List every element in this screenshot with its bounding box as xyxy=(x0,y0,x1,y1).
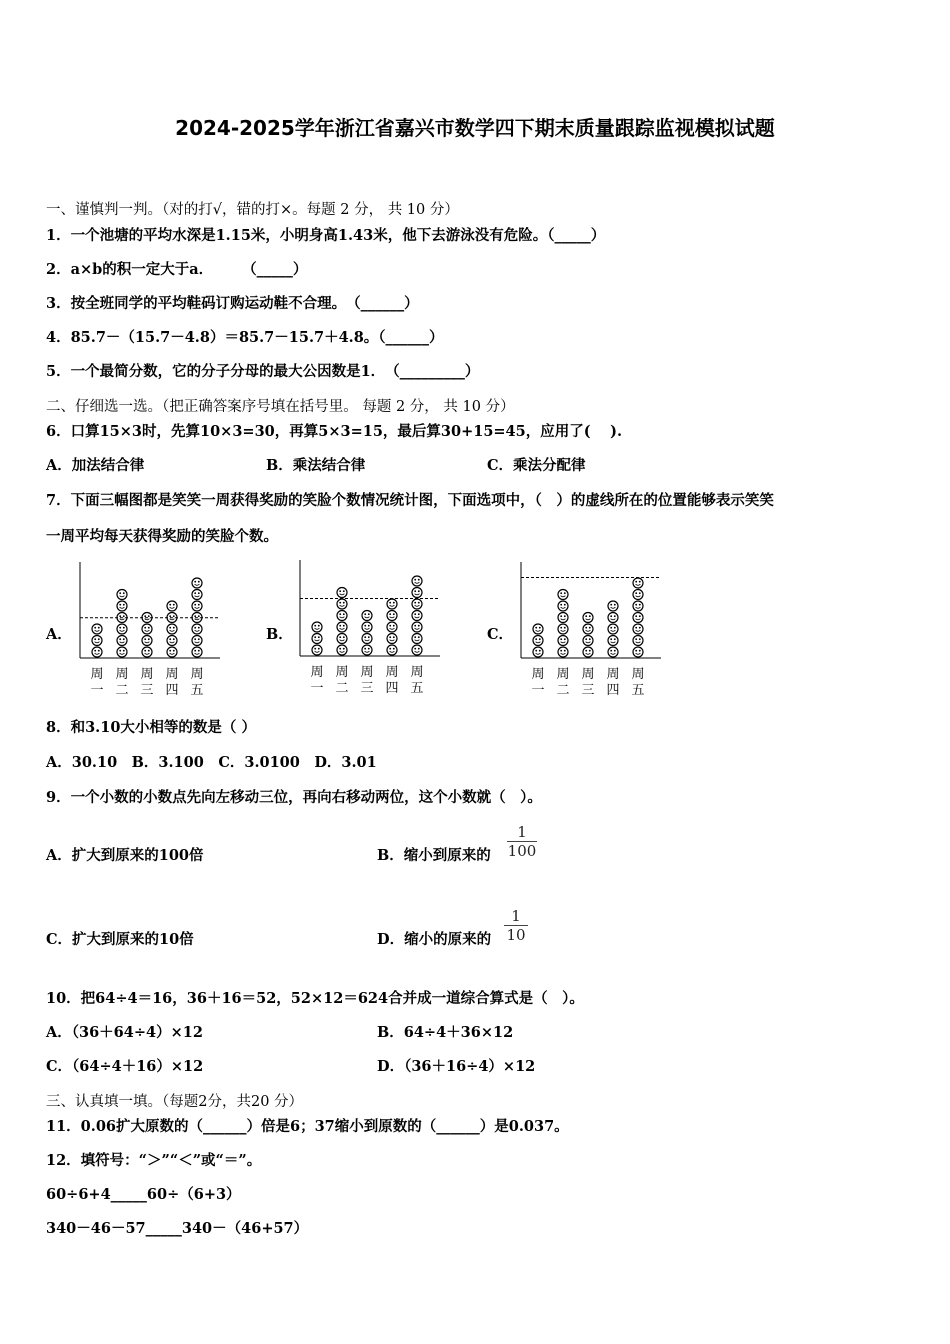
x-tick-label-top: 周 xyxy=(556,667,570,682)
smiley-icon xyxy=(608,613,618,623)
x-tick-label-bottom: 四 xyxy=(165,683,179,698)
question-6: 6．口算15×3时，先算10×3=30，再算5×3=15，最后算30+15=45，应用了( ). xyxy=(46,423,623,440)
x-tick-label-bottom: 五 xyxy=(190,683,204,698)
smiley-icon xyxy=(558,590,568,600)
fraction-numerator: 1 xyxy=(511,907,521,925)
question-10-option-b: B．64÷4＋36×12 xyxy=(377,1024,514,1041)
page-title: 2024-2025学年浙江省嘉兴市数学四下期末质量跟踪监视模拟试题 xyxy=(175,116,775,140)
x-tick-label-bottom: 三 xyxy=(360,681,374,696)
smiley-icon xyxy=(337,599,347,609)
x-tick-label-top: 周 xyxy=(631,667,645,682)
question-3: 3．按全班同学的平均鞋码订购运动鞋不合理。 （______） xyxy=(46,295,419,312)
smiley-icon xyxy=(362,622,372,632)
question-5: 5．一个最简分数，它的分子分母的最大公因数是1． （_________） xyxy=(46,363,480,380)
smiley-icon xyxy=(312,622,322,632)
smiley-icon xyxy=(633,578,643,588)
smiley-icon xyxy=(412,588,422,598)
smiley-icon xyxy=(583,624,593,634)
smiley-icon xyxy=(608,647,618,657)
smiley-icon xyxy=(583,636,593,646)
section-2-heading: 二、仔细选一选。（把正确答案序号填在括号里。 每题 2 分， 共 10 分） xyxy=(46,399,515,415)
smiley-icon xyxy=(412,634,422,644)
x-tick-label-bottom: 二 xyxy=(556,683,570,698)
smiley-icon xyxy=(337,611,347,621)
question-7-line-1: 7．下面三幅图都是笑笑一周获得奖励的笑脸个数情况统计图，下面选项中，（ ）的虚线所在的位置能够表示笑笑 xyxy=(46,492,774,509)
x-tick-label-top: 周 xyxy=(115,667,129,682)
smiley-icon xyxy=(633,601,643,611)
smiley-icon xyxy=(192,590,202,600)
smiley-icon xyxy=(533,624,543,634)
smiley-icon xyxy=(412,576,422,586)
smiley-icon xyxy=(117,624,127,634)
question-12: 12．填符号：“＞”“＜”或“＝”。 xyxy=(46,1152,262,1169)
smiley-icon xyxy=(312,645,322,655)
question-8-options: A．30.10 B．3.100 C．3.0100 D．3.01 xyxy=(46,754,377,771)
section-3-heading: 三、认真填一填。（每题2分，共20 分） xyxy=(46,1094,304,1110)
x-tick-label-bottom: 二 xyxy=(115,683,129,698)
smiley-icon xyxy=(142,624,152,634)
smiley-icon xyxy=(362,634,372,644)
x-tick-label-top: 周 xyxy=(335,665,349,680)
chart-b xyxy=(295,558,445,698)
question-9-option-b: B．缩小到原来的 xyxy=(377,847,491,864)
chart-a-label: A． xyxy=(46,626,72,643)
fraction-denominator: 10 xyxy=(504,925,528,944)
x-tick-label-bottom: 一 xyxy=(90,683,104,698)
question-12-part-b: 340－46－57_____340－（46+57） xyxy=(46,1220,309,1237)
smiley-icon xyxy=(412,645,422,655)
smiley-icon xyxy=(608,636,618,646)
smiley-icon xyxy=(558,601,568,611)
chart-b-label: B． xyxy=(266,626,293,643)
smiley-icon xyxy=(412,622,422,632)
smiley-icon xyxy=(387,599,397,609)
question-7-line-2: 一周平均每天获得奖励的笑脸个数。 xyxy=(46,528,278,545)
smiley-icon xyxy=(92,636,102,646)
chart-c xyxy=(516,560,666,700)
smiley-icon xyxy=(387,611,397,621)
smiley-icon xyxy=(533,636,543,646)
x-tick-label-top: 周 xyxy=(385,665,399,680)
question-6-option-c: C．乘法分配律 xyxy=(487,457,586,474)
question-11: 11．0.06扩大原数的（______）倍是6；37缩小到原数的（______）是0.037。 xyxy=(46,1118,569,1135)
smiley-icon xyxy=(192,601,202,611)
smiley-icon xyxy=(192,624,202,634)
smiley-icon xyxy=(608,624,618,634)
smiley-icon xyxy=(117,636,127,646)
smiley-icon xyxy=(167,636,177,646)
question-10-option-a: A．（36＋64÷4）×12 xyxy=(46,1024,203,1041)
x-tick-label-top: 周 xyxy=(190,667,204,682)
chart-c-label: C． xyxy=(487,626,514,643)
smiley-icon xyxy=(583,613,593,623)
question-12-part-a: 60÷6+4_____60÷（6+3） xyxy=(46,1186,241,1203)
x-tick-label-bottom: 五 xyxy=(410,681,424,696)
smiley-icon xyxy=(558,624,568,634)
smiley-icon xyxy=(633,647,643,657)
smiley-icon xyxy=(167,624,177,634)
x-tick-label-top: 周 xyxy=(581,667,595,682)
smiley-icon xyxy=(608,601,618,611)
x-tick-label-top: 周 xyxy=(360,665,374,680)
smiley-icon xyxy=(312,634,322,644)
smiley-icon xyxy=(337,634,347,644)
smiley-icon xyxy=(633,624,643,634)
question-6-option-a: A．加法结合律 xyxy=(46,457,145,474)
smiley-icon xyxy=(337,588,347,598)
fraction-numerator: 1 xyxy=(517,823,527,841)
x-tick-label-top: 周 xyxy=(90,667,104,682)
question-4: 4．85.7－（15.7－4.8）＝85.7－15.7＋4.8。（______） xyxy=(46,329,444,346)
question-6-option-b: B．乘法结合律 xyxy=(266,457,366,474)
question-1: 1．一个池塘的平均水深是1.15米，小明身高1.43米，他下去游泳没有危险。（_____） xyxy=(46,227,606,244)
question-9-option-d-fraction xyxy=(504,907,528,944)
x-tick-label-top: 周 xyxy=(165,667,179,682)
x-tick-label-top: 周 xyxy=(410,665,424,680)
smiley-icon xyxy=(412,611,422,621)
smiley-icon xyxy=(192,578,202,588)
smiley-icon xyxy=(92,647,102,657)
question-9: 9．一个小数的小数点先向左移动三位，再向右移动两位，这个小数就（ ）。 xyxy=(46,789,542,806)
section-1-heading: 一、谨慎判一判。（对的打√，错的打×。每题 2 分， 共 10 分） xyxy=(46,202,459,218)
smiley-icon xyxy=(387,645,397,655)
x-tick-label-top: 周 xyxy=(531,667,545,682)
smiley-icon xyxy=(92,624,102,634)
smiley-icon xyxy=(142,636,152,646)
smiley-icon xyxy=(558,636,568,646)
smiley-icon xyxy=(387,634,397,644)
smiley-icon xyxy=(117,647,127,657)
x-tick-label-bottom: 二 xyxy=(335,681,349,696)
x-tick-label-bottom: 四 xyxy=(385,681,399,696)
smiley-icon xyxy=(533,647,543,657)
smiley-icon xyxy=(387,622,397,632)
smiley-icon xyxy=(558,613,568,623)
smiley-icon xyxy=(192,647,202,657)
question-10-option-c: C．（64÷4＋16）×12 xyxy=(46,1058,204,1075)
x-tick-label-bottom: 三 xyxy=(581,683,595,698)
smiley-icon xyxy=(362,645,372,655)
smiley-icon xyxy=(117,590,127,600)
question-10: 10．把64÷4＝16，36＋16＝52，52×12＝624合并成一道综合算式是（ ）。 xyxy=(46,990,584,1007)
x-tick-label-bottom: 一 xyxy=(310,681,324,696)
smiley-icon xyxy=(362,611,372,621)
question-10-option-d: D．（36＋16÷4）×12 xyxy=(377,1058,536,1075)
x-tick-label-bottom: 五 xyxy=(631,683,645,698)
smiley-icon xyxy=(142,647,152,657)
smiley-icon xyxy=(633,636,643,646)
x-tick-label-top: 周 xyxy=(310,665,324,680)
question-9-option-b-fraction xyxy=(507,823,537,860)
question-9-option-c: C．扩大到原来的10倍 xyxy=(46,931,194,948)
smiley-icon xyxy=(633,590,643,600)
x-tick-label-bottom: 一 xyxy=(531,683,545,698)
question-8: 8．和3.10大小相等的数是（ ） xyxy=(46,719,256,736)
question-9-option-d: D．缩小的原来的 xyxy=(377,931,492,948)
smiley-icon xyxy=(167,601,177,611)
smiley-icon xyxy=(337,622,347,632)
x-tick-label-bottom: 三 xyxy=(140,683,154,698)
chart-a xyxy=(75,560,225,700)
fraction-denominator: 100 xyxy=(507,842,537,860)
smiley-icon xyxy=(117,601,127,611)
x-tick-label-top: 周 xyxy=(606,667,620,682)
smiley-icon xyxy=(167,647,177,657)
question-2: 2．a×b的积一定大于a． （_____） xyxy=(46,261,308,278)
smiley-icon xyxy=(558,647,568,657)
x-tick-label-bottom: 四 xyxy=(606,683,620,698)
smiley-icon xyxy=(633,613,643,623)
question-9-option-a: A．扩大到原来的100倍 xyxy=(46,847,204,864)
smiley-icon xyxy=(412,599,422,609)
smiley-icon xyxy=(337,645,347,655)
smiley-icon xyxy=(583,647,593,657)
smiley-icon xyxy=(192,636,202,646)
x-tick-label-top: 周 xyxy=(140,667,154,682)
